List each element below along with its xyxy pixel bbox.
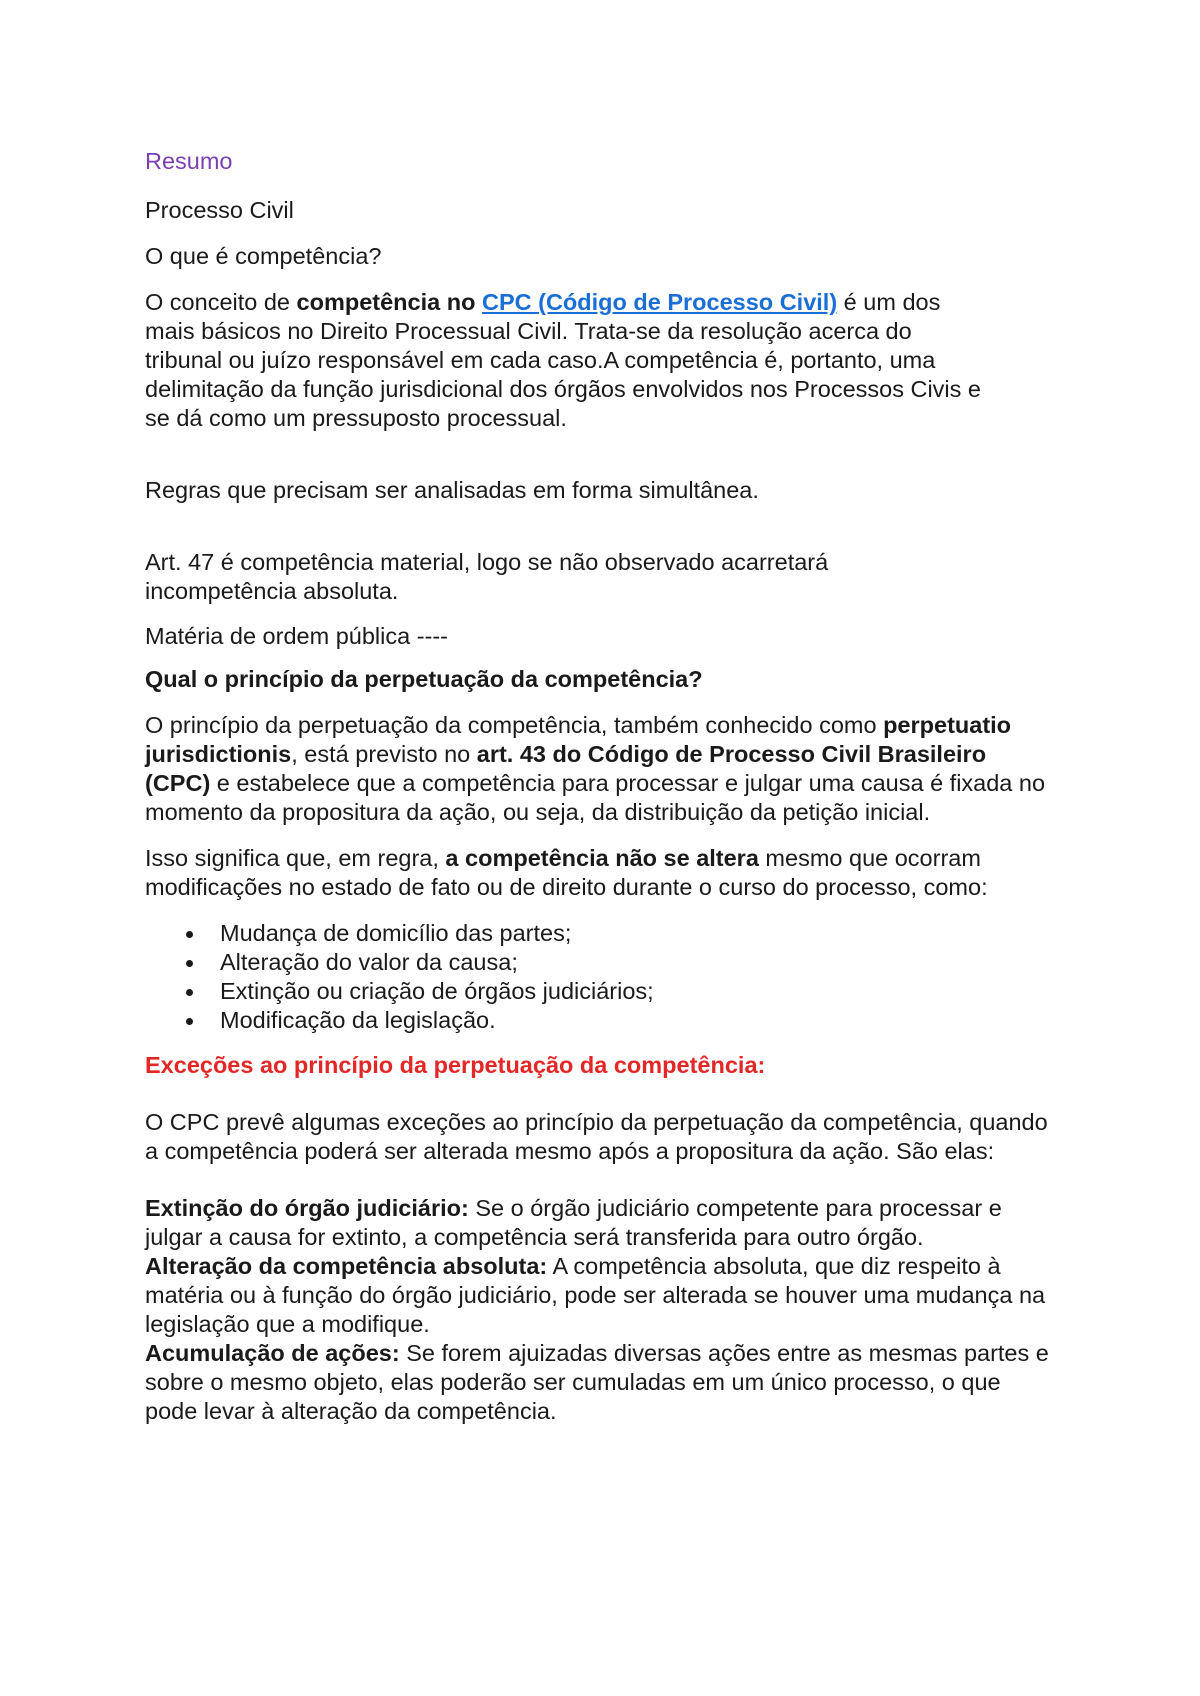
p3-bold: a competência não se altera bbox=[445, 845, 759, 871]
exception-text: A competência absoluta, que diz respeito à matéria ou à função do órgão judiciário, pode ser alterada se houver uma mudança na legislação que a modifique. bbox=[145, 1253, 1046, 1337]
subject-title: Processo Civil bbox=[145, 197, 294, 223]
exceptions-heading: Exceções ao princípio da perpetuação da competência: bbox=[145, 1052, 766, 1078]
list-item-text: Extinção ou criação de órgãos judiciários; bbox=[220, 978, 654, 1004]
bullet-icon bbox=[186, 960, 193, 967]
exception-term: Extinção do órgão judiciário: bbox=[145, 1195, 469, 1221]
p2-text-e: e estabelece que a competência para processar e julgar uma causa é fixada no momento da propositura da ação, ou seja, da distribuição da petição inicial. bbox=[145, 770, 1046, 825]
list-item bbox=[145, 1006, 1075, 1035]
p1-text-d: é um dos mais básicos no Direito Processual Civil. Trata-se da resolução acerca do tribunal ou juízo responsável em cada caso.A competência é, portanto, uma delimitação da função jurisdicional dos órgãos envolvidos nos Processos Civis e se dá como um pressuposto processual. bbox=[145, 289, 981, 431]
paragraph-materia: Matéria de ordem pública ---- bbox=[145, 623, 448, 649]
paragraph-regras: Regras que precisam ser analisadas em forma simultânea. bbox=[145, 477, 759, 503]
p2-bold-d: art. 43 do Código de Processo Civil Brasileiro (CPC) bbox=[145, 741, 987, 796]
resumo-label: Resumo bbox=[145, 148, 233, 174]
cpc-link[interactable]: CPC (Código de Processo Civil) bbox=[481, 289, 838, 315]
question-perpetuacao bbox=[145, 665, 1075, 694]
exception-text: Se forem ajuizadas diversas ações entre as mesmas partes e sobre o mesmo objeto, elas poderão ser cumuladas em um único processo, o que pode levar à alteração da competência. bbox=[145, 1340, 1049, 1424]
list-item-text: Modificação da legislação. bbox=[220, 1007, 496, 1033]
document-page bbox=[145, 147, 1075, 1426]
p2-text-a: O princípio da perpetuação da competência, também conhecido como bbox=[145, 712, 884, 738]
p1-text-a: O conceito de bbox=[145, 289, 297, 315]
paragraph-significa bbox=[145, 844, 1025, 902]
p3-text-c: mesmo que ocorram modificações no estado de fato ou de direito durante o curso do processo, como: bbox=[145, 845, 988, 900]
list-item-text: Mudança de domicílio das partes; bbox=[220, 920, 572, 946]
paragraph-art47: Art. 47 é competência material, logo se não observado acarretará incompetência absoluta. bbox=[145, 549, 829, 604]
bullet-icon bbox=[186, 989, 193, 996]
bullet-list bbox=[145, 919, 1075, 1035]
exception-item bbox=[145, 1339, 1055, 1426]
exception-term: Alteração da competência absoluta: bbox=[145, 1253, 548, 1279]
list-item bbox=[145, 977, 1075, 1006]
p3-text-a: Isso significa que, em regra, bbox=[145, 845, 446, 871]
list-item bbox=[145, 948, 1075, 977]
list-item bbox=[145, 919, 1075, 948]
exceptions-list bbox=[145, 1194, 1055, 1426]
paragraph-conceito bbox=[145, 288, 985, 433]
exception-item bbox=[145, 1252, 1055, 1339]
p2-text-c: , está previsto no bbox=[291, 741, 477, 767]
bullet-icon bbox=[186, 1018, 193, 1025]
bullet-icon bbox=[186, 931, 193, 938]
list-item-text: Alteração do valor da causa; bbox=[220, 949, 518, 975]
p2-bold-b: perpetuatio jurisdictionis bbox=[145, 712, 1012, 767]
question-competencia: O que é competência? bbox=[145, 243, 382, 269]
exception-term: Acumulação de ações: bbox=[145, 1340, 400, 1366]
exception-item bbox=[145, 1194, 1055, 1252]
p1-bold: competência no bbox=[296, 289, 476, 315]
paragraph-principio bbox=[145, 711, 1050, 827]
exception-text: Se o órgão judiciário competente para processar e julgar a causa for extinto, a competência será transferida para outro órgão. bbox=[145, 1195, 1002, 1250]
question-perpetuacao-text: Qual o princípio da perpetuação da competência? bbox=[145, 666, 703, 692]
paragraph-excecoes-intro: O CPC prevê algumas exceções ao princípio da perpetuação da competência, quando a competência poderá ser alterada mesmo após a propositura da ação. São elas: bbox=[145, 1109, 1048, 1164]
